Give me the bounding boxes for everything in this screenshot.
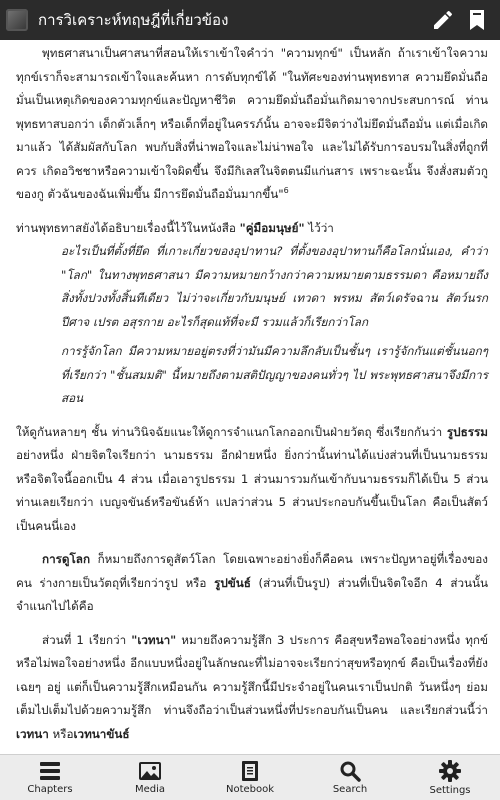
paragraph-handbook: ท่านพุทธทาสยังได้อธิบายเรื่องนี้ไว้ในหนังสือ "คู่มือมนุษย์" ไว้ว่า [16,220,334,235]
paragraph-observing-world: การดูโลก ก็หมายถึงการดูสัตว์โลก โดยเฉพาะอย่างยิ่งก็คือคน เพราะปัญหาอยู่ที่เรื่องของคน ร่างกายเป็นวัตถุที่เรียกว่ารูป หรือ รูปขันธ์ (ส่วนที่เป็นรูป) ส่วนที่เป็นจิตใจอีก 4 ส่วนนั้นจำแนกไปได้คือ [16,552,489,613]
nav-notebook[interactable] [210,755,290,800]
paragraph-vedana: ส่วนที่ 1 เรียกว่า "เวทนา" หมายถึงความรู้สึก 3 ประการ คือสุขหรือพอใจอย่างหนึ่ง ทุกข์หรือไม่พอใจอย่างหนึ่ง อีกแบบหนึ่งอยู่ในลักษณะที่ไม่อาจจะเรียกว่าสุขหรือทุกข์ คือเป็นเรื่องที่ยังเฉยๆ อยู่ แต่ก็เป็นความรู้สึกเหมือนกัน ความรู้สึกนี้มีประจำอยู่ในคนเราเป็นปกติ วันหนึ่งๆ ย่อมเต็มไปเต็มไปด้วยความรู้สึก ท่านจึงถือว่าเป็นส่วนหนึ่งที่ประกอบกันเป็นคน และเรียกส่วนนี้ว่า เวทนา หรือเวทนาขันธ์ [16,632,488,741]
quote-world: อะไรเป็นที่ตั้งที่ยึด ที่เกาะเกี่ยวของอุปาทาน? ที่ตั้งของอุปาทานก็คือโลกนั่นเอง, คำว่า "โลก" ในทางพุทธศาสนา มีความหมายกว้างกว่าความหมายตามธรรมดา คือหมายถึงสิ่งทั้งปวงทั้งสิ้นทีเดียว ไม่ว่าจะเกี่ยวกับมนุษย์ เทวดา พรหม สัตว์เดรัจฉาน สัตว์นรก ปีศาจ เปรต อสุรกาย อะไรก็สุดแท้ที่จะมี รวมแล้วก็เรียกว่าโลก [61,244,488,329]
search-icon [339,760,361,782]
nav-chapters[interactable] [10,755,90,800]
image-icon [138,760,162,782]
edit-button[interactable] [428,0,458,40]
nav-label: Settings [429,785,471,796]
footnote-marker[interactable]: 6 [283,186,289,196]
notebook-icon [239,760,261,782]
nav-settings[interactable] [410,755,490,800]
nav-label: Search [332,784,368,795]
bookmark-icon [466,8,488,32]
paragraph-rupa: ให้ดูกันหลายๆ ชั้น ท่านวินิจฉัยแนะให้ดูการจำแนกโลกออกเป็นฝ่ายวัตถุ ซึ่งเรียกกันว่า รูปธรรมอย่างหนึ่ง ฝ่ายจิตใจเรียกว่า นามธรรม อีกฝ่ายหนึ่ง ยิ่งกว่านั้นท่านได้แบ่งส่วนที่เป็นนามธรรมหรือจิตใจนี้ออกเป็น 4 ส่วน เมื่อเอารูปธรรม 1 ส่วนมารวมกันเข้ากับนามธรรมก็ได้เป็น 5 ส่วน ท่านเลยเรียกว่า เบญจขันธ์หรือขันธ์ห้า แปลว่าส่วน 5 ส่วนประกอบกันขึ้นเป็นโลก คือเป็นสัตว์เป็นคนนี่เอง [16,424,488,533]
book-title: "คู่มือมนุษย์" [239,220,305,235]
nav-media[interactable] [110,755,190,800]
paragraph-intro: พุทธศาสนาเป็นศาสนาที่สอนให้เราเข้าใจคำว่า "ความทุกข์" เป็นหลัก ถ้าเราเข้าใจความทุกข์เราก็จะสามารถเข้าใจและค้นหา การดับทุกข์ได้ "ในทัศะของท่านพุทธทาส ความยึดมั่นถือมั่นเป็นเหตุเกิดของความทุกข์และปัญหาชีวิต ความยึดมั่นถือมั่นเกิดมาจากประสบการณ์ ท่านพุทธทาสบอกว่า เด็กตัวเล็กๆ หรือเด็กที่อยู่ในครรภ์นั้น อาจจะมีจิตว่างไม่ยึดมั่นถือมั่น แต่เมื่อเกิดมาแล้ว ได้สัมผัสกับโลก พบกับสิ่งที่น่าพอใจและไม่น่าพอใจ และไม่ได้รับการอบรมในสิ่งที่ถูกที่ควร เกิดอวิชชาหรือความเข้าใจผิดขึ้น จึงมีกิเลสในจิตตนมีแก่นสาร เพราะฉะนั้น จึงสั่งสมตัวกูของกู ตัวฉันของฉันเพิ่มขึ้น มีการยึดมั่นถือมั่นมากขึ้น"$^6$ [16,46,488,201]
bookmark-button[interactable] [462,0,492,40]
list-icon [38,760,62,782]
gear-icon [438,759,462,783]
nav-label: Chapters [27,784,73,795]
reading-pane[interactable] [0,40,500,754]
bottom-nav [0,754,500,800]
nav-label: Notebook [225,784,275,795]
page-title: การวิเคราะห์ทฤษฎีที่เกี่ยวข้อง [38,11,229,29]
nav-label: Media [134,784,166,795]
nav-search[interactable] [310,755,390,800]
app-bar [0,0,500,40]
pencil-icon [431,8,455,32]
book-cover-icon[interactable] [6,9,28,31]
quote-knowing-world: การรู้จักโลก มีความหมายอยู่ตรงที่ว่ามันมีความลึกลับเป็นชั้นๆ เรารู้จักกันแต่ชั้นนอกๆ ที่เรียกว่า "ชั้นสมมติ" นี้หมายถึงตามสติปัญญาของคนทั่วๆ ไป พระพุทธศาสนาจึงมีการสอน [61,344,488,405]
